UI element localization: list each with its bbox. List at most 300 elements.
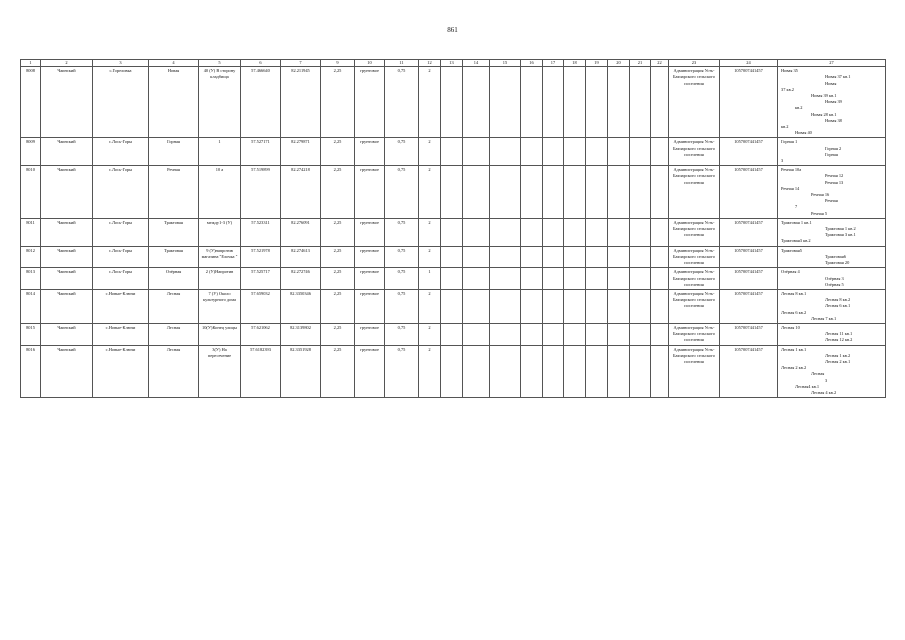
cell-district: Чаинский [41,323,93,345]
cell-lon: 82.272746 [281,268,321,290]
cell-empty [586,166,608,219]
cell-empty [608,138,630,166]
cell-street: Озёрная [149,268,199,290]
cell-empty [651,218,669,246]
cell-ogrn: 1057007441457 [720,345,778,398]
cell-owner: Администрация Усть-Бакчарского сельского поселения [669,246,720,268]
source-address: Речная 5 [811,210,828,216]
source-address: Озёрная 4 [781,269,800,275]
cell-ogrn: 1057007441457 [720,67,778,138]
cell-num: 8012 [21,246,41,268]
cell-volume: 0,75 [385,268,419,290]
cell-empty [441,67,463,138]
table-row [21,323,886,345]
cell-lat: 57.525717 [241,268,281,290]
source-address: Лесная 11 кв.1 [825,331,853,337]
cell-empty [608,166,630,219]
cell-empty [463,138,490,166]
table-row [21,67,886,138]
cell-empty [441,268,463,290]
column-header: 18 [564,60,586,67]
column-header: 3 [93,60,149,67]
cell-surface: грунтовое [355,289,385,323]
source-address: Речная 13 [825,179,844,185]
source-address: Трактовая 1 кв.2 [825,226,856,232]
cell-empty [608,246,630,268]
cell-surface: грунтовое [355,268,385,290]
column-header: 7 [281,60,321,67]
source-address: кв.2 [781,124,789,130]
source-address: Новая 35 [781,68,798,74]
table-row [21,289,886,323]
source-address: 37 кв.2 [781,86,794,92]
cell-empty [630,289,651,323]
cell-empty [564,345,586,398]
source-address: Речная 16 [811,192,830,198]
cell-empty [441,323,463,345]
cell-empty [651,268,669,290]
cell-empty [630,166,651,219]
cell-empty [490,138,521,166]
cell-num: 8010 [21,166,41,219]
cell-area: 2,25 [321,67,355,138]
cell-empty [521,268,543,290]
cell-surface: грунтовое [355,218,385,246]
cell-locality: с.Лось-Горы [93,246,149,268]
cell-empty [630,268,651,290]
cell-ogrn: 1057007441457 [720,289,778,323]
cell-locality: с.Новые-Ключи [93,345,149,398]
column-header: 6 [241,60,281,67]
cell-owner: Администрация Усть-Бакчарского сельского поселения [669,268,720,290]
source-address: Трактовая 20 [825,260,850,266]
cell-empty [630,246,651,268]
column-header: 12 [419,60,441,67]
cell-count: 2 [419,138,441,166]
source-address: Трактовая5 [781,247,802,253]
source-address: Лесная 2 кв.2 [781,365,807,371]
cell-num: 8011 [21,218,41,246]
cell-empty [463,268,490,290]
cell-empty [463,345,490,398]
source-address: Трактовая3 кв.2 [781,238,811,244]
table-header-row [21,60,886,67]
cell-lat: 57.621062 [241,323,281,345]
source-address: 3 [825,377,828,383]
cell-lon: 82.274218 [281,166,321,219]
cell-sources [778,323,886,345]
column-header: 20 [608,60,630,67]
cell-count: 1 [419,268,441,290]
cell-area: 2,25 [321,246,355,268]
cell-empty [586,138,608,166]
cell-empty [608,289,630,323]
cell-place: 10 а [199,166,241,219]
cell-district: Чаинский [41,138,93,166]
column-header: 14 [463,60,490,67]
cell-empty [441,138,463,166]
cell-empty [490,323,521,345]
table-row [21,166,886,219]
source-address: 7 [795,204,798,210]
cell-area: 2,25 [321,138,355,166]
source-address: Лесная 10 [781,324,800,330]
cell-empty [651,166,669,219]
cell-count: 2 [419,246,441,268]
cell-empty [490,67,521,138]
cell-num: 8014 [21,289,41,323]
cell-empty [564,67,586,138]
cell-empty [490,218,521,246]
source-address: 3 [781,158,784,164]
cell-volume: 0,75 [385,67,419,138]
cell-empty [630,323,651,345]
cell-locality: с.Лось-Горы [93,166,149,219]
cell-empty [463,246,490,268]
cell-empty [441,218,463,246]
cell-locality: с.Новые-Ключи [93,323,149,345]
cell-surface: грунтовое [355,166,385,219]
cell-sources [778,268,886,290]
cell-empty [521,246,543,268]
source-address: Трактовая6 [825,253,846,259]
cell-num: 8009 [21,138,41,166]
cell-num: 8008 [21,67,41,138]
cell-sources [778,246,886,268]
cell-count: 2 [419,218,441,246]
cell-surface: грунтовое [355,323,385,345]
cell-empty [586,289,608,323]
cell-empty [521,218,543,246]
page-number: 861 [447,26,458,34]
source-address: Лесная 1 кв.2 [825,352,851,358]
cell-empty [586,268,608,290]
cell-empty [586,218,608,246]
column-header: 19 [586,60,608,67]
cell-empty [630,138,651,166]
cell-count: 2 [419,345,441,398]
cell-empty [463,218,490,246]
source-address: Лесная 8 кв.2 [825,297,851,303]
cell-district: Чаинский [41,345,93,398]
cell-lat: 57.527171 [241,138,281,166]
cell-sources [778,289,886,323]
source-address: Горная 2 [825,145,842,151]
cell-place: 1 [199,138,241,166]
cell-place: 9 (У)напротив магазина "Елочка " [199,246,241,268]
source-address: Лесная 12 кв.2 [825,337,853,343]
cell-count: 2 [419,323,441,345]
source-address: Трактовая 1 кв.1 [781,219,812,225]
cell-empty [441,166,463,219]
cell-surface: грунтовое [355,345,385,398]
cell-lon: 82.3351928 [281,345,321,398]
cell-num: 8016 [21,345,41,398]
cell-lon: 82.279871 [281,138,321,166]
cell-empty [490,246,521,268]
cell-empty [521,166,543,219]
cell-locality: с.Лось-Горы [93,138,149,166]
source-address: Озёрная 3 [825,275,844,281]
cell-empty [564,166,586,219]
cell-num: 8013 [21,268,41,290]
cell-place: 7 (У) Около культурного дома [199,289,241,323]
cell-locality: с.Гореловка [93,67,149,138]
cell-empty [543,166,564,219]
cell-empty [543,345,564,398]
source-address: Горная [825,151,838,157]
cell-count: 2 [419,166,441,219]
source-address: Лесная [811,371,825,377]
cell-district: Чаинский [41,218,93,246]
cell-ogrn: 1057007441457 [720,246,778,268]
cell-area: 2,25 [321,218,355,246]
cell-empty [651,67,669,138]
table-row [21,138,886,166]
column-header: 23 [669,60,720,67]
cell-empty [608,67,630,138]
cell-empty [651,323,669,345]
cell-volume: 0,75 [385,218,419,246]
cell-empty [586,345,608,398]
cell-empty [490,345,521,398]
column-header: 27 [778,60,886,67]
cell-empty [463,323,490,345]
column-header: 11 [385,60,419,67]
table-row [21,218,886,246]
source-address: Речная [825,198,838,204]
cell-sources [778,345,886,398]
column-header: 10 [355,60,385,67]
column-header: 5 [199,60,241,67]
column-header: 1 [21,60,41,67]
cell-surface: грунтовое [355,67,385,138]
cell-street: Трактовая [149,218,199,246]
cell-street: Горная [149,138,199,166]
cell-empty [543,289,564,323]
cell-ogrn: 1057007441457 [720,138,778,166]
cell-empty [651,345,669,398]
column-header: 13 [441,60,463,67]
source-address: Лесная4 кв.1 [795,383,820,389]
cell-empty [490,166,521,219]
cell-area: 2,25 [321,166,355,219]
source-address: Новая 28 кв.1 [811,111,837,117]
cell-place: между1-3 (У) [199,218,241,246]
column-header: 22 [651,60,669,67]
cell-count: 2 [419,67,441,138]
cell-volume: 0,75 [385,323,419,345]
cell-lon: 82.211945 [281,67,321,138]
cell-empty [586,323,608,345]
cell-empty [521,323,543,345]
source-address: Новая 39 кв.1 [811,93,837,99]
table-body [21,67,886,398]
cell-area: 2,25 [321,268,355,290]
source-address: кв.2 [795,105,803,111]
cell-empty [463,67,490,138]
column-header: 9 [321,60,355,67]
cell-street: Речная [149,166,199,219]
cell-empty [543,138,564,166]
cell-lat: 57.519899 [241,166,281,219]
cell-empty [651,289,669,323]
cell-lat: 57.466640 [241,67,281,138]
source-address: Озёрная 5 [825,281,844,287]
cell-empty [651,138,669,166]
cell-empty [564,246,586,268]
cell-owner: Администрация Усть-Бакчарского сельского поселения [669,166,720,219]
cell-empty [521,345,543,398]
table-row [21,345,886,398]
cell-empty [441,345,463,398]
source-address: Новая 38 [825,117,842,123]
source-address: Лесная 2 кв.1 [825,358,851,364]
cell-lon: 82.276091 [281,218,321,246]
table-row [21,246,886,268]
registry-table [20,59,886,398]
column-header: 16 [521,60,543,67]
source-address: Трактовая 3 кв.1 [825,232,856,238]
source-address: Речная 12 [825,173,844,179]
cell-sources [778,218,886,246]
cell-empty [608,345,630,398]
cell-empty [608,268,630,290]
cell-empty [630,218,651,246]
cell-lon: 82.3350346 [281,289,321,323]
cell-sources [778,166,886,219]
cell-lat: 57.523311 [241,218,281,246]
source-address: Лесная 6 кв.1 [825,303,851,309]
cell-empty [521,289,543,323]
cell-ogrn: 1057007441457 [720,218,778,246]
cell-num: 8015 [21,323,41,345]
cell-empty [490,289,521,323]
column-header: 2 [41,60,93,67]
cell-empty [521,138,543,166]
cell-place: 3(У) На пересечение [199,345,241,398]
source-address: Речная 14 [781,185,800,191]
cell-empty [463,166,490,219]
cell-street: Лесная [149,323,199,345]
cell-count: 2 [419,289,441,323]
source-address: Новая 39 [825,99,842,105]
cell-empty [490,268,521,290]
cell-district: Чаинский [41,166,93,219]
cell-empty [543,323,564,345]
cell-empty [586,246,608,268]
source-address: Лесная 7 кв.1 [811,315,837,321]
cell-district: Чаинский [41,289,93,323]
cell-volume: 0,75 [385,166,419,219]
cell-volume: 0,75 [385,246,419,268]
source-address: Лесная 1 кв.1 [781,346,807,352]
cell-sources [778,67,886,138]
cell-owner: Администрация Усть-Бакчарского сельского поселения [669,67,720,138]
cell-district: Чаинский [41,67,93,138]
column-header: 15 [490,60,521,67]
cell-empty [608,218,630,246]
cell-district: Чаинский [41,246,93,268]
column-header: 21 [630,60,651,67]
cell-place: 2 (У)Напротив [199,268,241,290]
cell-lon: 82.3139802 [281,323,321,345]
source-address: Лесная 4 кв.2 [811,389,837,395]
cell-ogrn: 1057007441457 [720,268,778,290]
cell-empty [564,138,586,166]
cell-ogrn: 1057007441457 [720,323,778,345]
cell-empty [564,268,586,290]
cell-surface: грунтовое [355,246,385,268]
cell-street: Лесная [149,289,199,323]
cell-owner: Администрация Усть-Бакчарского сельского поселения [669,218,720,246]
cell-empty [630,67,651,138]
cell-locality: с.Лось-Горы [93,268,149,290]
cell-empty [441,289,463,323]
cell-volume: 0,75 [385,138,419,166]
cell-place: 40 (У) В сторону кладбища [199,67,241,138]
cell-place: 10(У)Конец улицы [199,323,241,345]
source-address: Новая 37 кв.1 [825,74,851,80]
source-address: Новая [825,80,837,86]
cell-volume: 0,75 [385,345,419,398]
cell-empty [586,67,608,138]
source-address: Лесная 8 кв.1 [781,290,807,296]
cell-empty [543,268,564,290]
cell-ogrn: 1057007441457 [720,166,778,219]
column-header: 17 [543,60,564,67]
cell-sources [778,138,886,166]
cell-street: Новая [149,67,199,138]
cell-area: 2,25 [321,323,355,345]
source-address: Горная 1 [781,139,798,145]
source-address: Лесная 6 кв.2 [781,309,807,315]
cell-owner: Администрация Усть-Бакчарского сельского поселения [669,138,720,166]
cell-street: Трактовая [149,246,199,268]
cell-owner: Администрация Усть-Бакчарского сельского поселения [669,323,720,345]
cell-empty [463,289,490,323]
cell-volume: 0,75 [385,289,419,323]
cell-locality: с.Новые-Ключи [93,289,149,323]
cell-empty [543,218,564,246]
cell-area: 2,25 [321,289,355,323]
source-address: Речная 10а [781,167,802,173]
cell-empty [441,246,463,268]
cell-empty [521,67,543,138]
cell-empty [651,246,669,268]
cell-surface: грунтовое [355,138,385,166]
cell-empty [564,289,586,323]
cell-owner: Администрация Усть-Бакчарского сельского поселения [669,289,720,323]
cell-empty [543,67,564,138]
cell-lon: 82.274613 [281,246,321,268]
cell-owner: Администрация Усть-Бакчарского сельского поселения [669,345,720,398]
cell-locality: с.Лось-Горы [93,218,149,246]
cell-area: 2,25 [321,345,355,398]
column-header: 4 [149,60,199,67]
cell-empty [630,345,651,398]
cell-street: Лесная [149,345,199,398]
cell-empty [608,323,630,345]
cell-district: Чаинский [41,268,93,290]
cell-empty [543,246,564,268]
cell-empty [564,323,586,345]
cell-lat: 57.659032 [241,289,281,323]
cell-lat: 57.6182393 [241,345,281,398]
source-address: Новая 40 [795,130,812,136]
column-header: 24 [720,60,778,67]
cell-lat: 57.521978 [241,246,281,268]
